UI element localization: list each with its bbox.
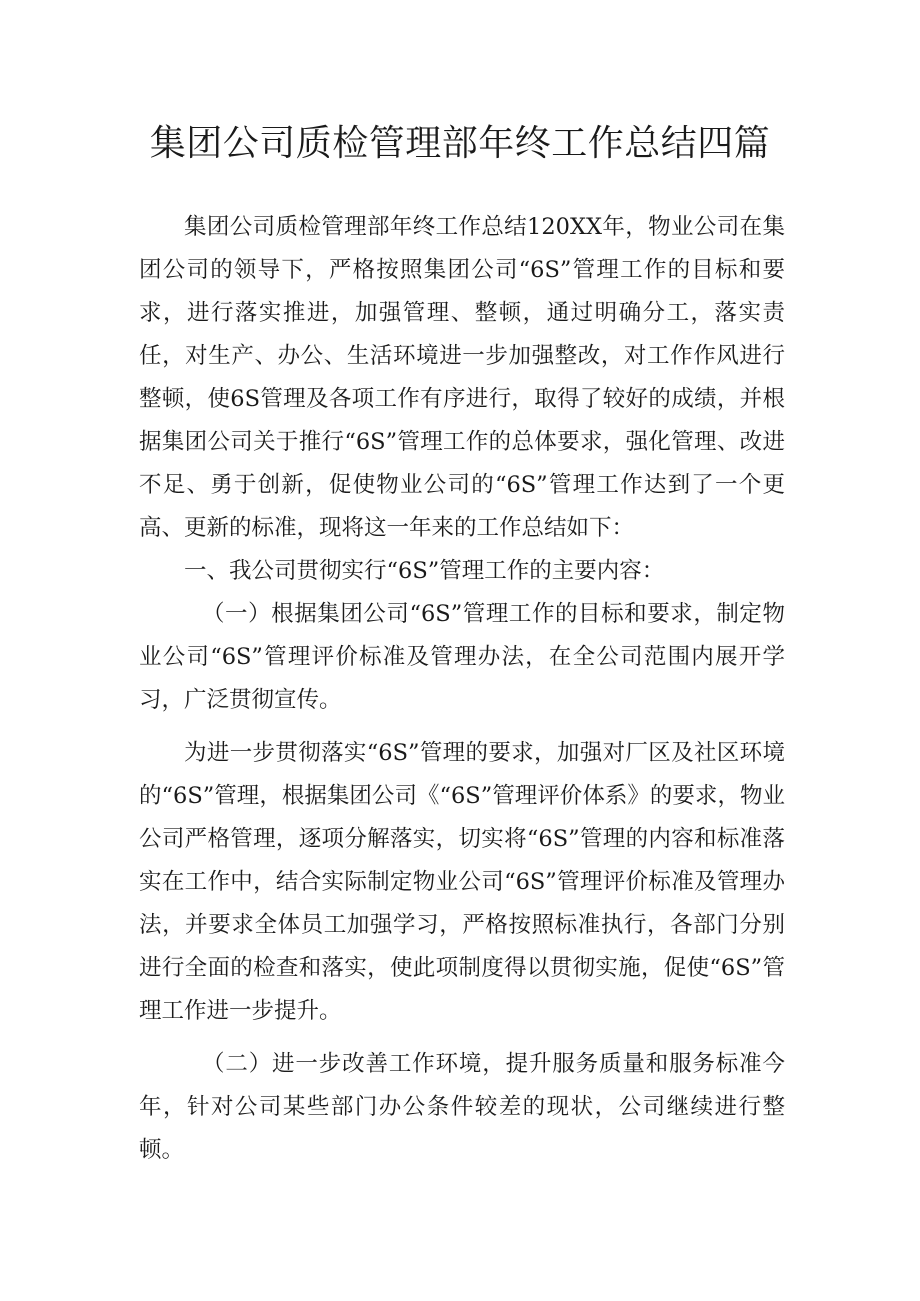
section-heading-1: 一、我公司贯彻实行“6S”管理工作的主要内容： — [184, 558, 665, 584]
document-body — [139, 206, 785, 1172]
paragraph-implementation: 为进一步贯彻落实“6S”管理的要求，加强对厂区及社区环境的“6S”管理，根据集团公司《“6S”管理评价体系》的要求，物业公司严格管理，逐项分解落实，切实将“6S”管理的内容和标准落实在工作中，结合实际制定物业公司“6S”管理评价标准及管理办法，并要求全体员工加强学习，严格按照标准执行，各部门分别进行全面的检查和落实，使此项制度得以贯彻实施，促使“6S”管理工作进一步提升。 — [139, 740, 785, 1024]
document-title: 集团公司质检管理部年终工作总结四篇 — [149, 123, 771, 164]
subsection-2: （二）进一步改善工作环境，提升服务质量和服务标准今年，针对公司某些部门办公条件较差的现状，公司继续进行整顿。 — [139, 1051, 785, 1163]
subsection-1: （一）根据集团公司“6S”管理工作的目标和要求，制定物业公司“6S”管理评价标准及管理办法，在全公司范围内展开学习，广泛贯彻宣传。 — [139, 601, 785, 713]
paragraph-intro: 集团公司质检管理部年终工作总结120XX年，物业公司在集团公司的领导下，严格按照集团公司“6S”管理工作的目标和要求，进行落实推进，加强管理、整顿，通过明确分工，落实责任，对生产、办公、生活环境进一步加强整改，对工作作风进行整顿，使6S管理及各项工作有序进行，取得了较好的成绩，并根据集团公司关于推行“6S”管理工作的总体要求，强化管理、改进不足、勇于创新，促使物业公司的“6S”管理工作达到了一个更高、更新的标准，现将这一年来的工作总结如下： — [139, 214, 785, 541]
